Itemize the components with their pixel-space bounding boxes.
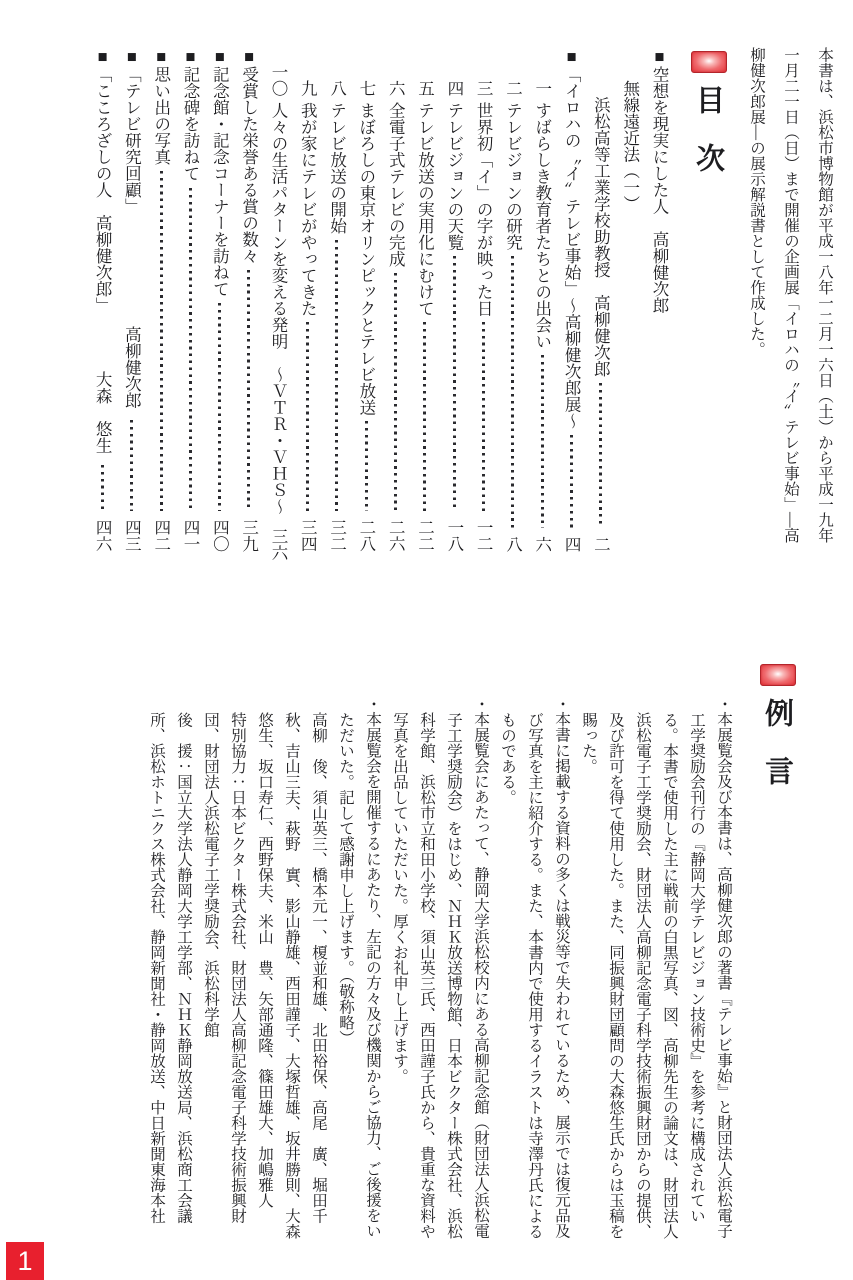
toc-item	[504, 47, 521, 552]
toc-item-page-number: 一二	[474, 519, 494, 552]
toc-item	[123, 47, 140, 552]
toc-item-title: ■「イロハの〝イ〟テレビ事始」～高柳健次郎展～	[562, 47, 582, 429]
toc-item-title: 全電子式テレビの完成	[386, 101, 406, 267]
toc-item-page-number: 一八	[444, 519, 464, 552]
toc-item-author: 大森 悠生	[93, 371, 113, 454]
toc-item-number: 三	[474, 47, 494, 97]
toc-item-title: テレビジョンの研究	[503, 101, 523, 250]
reigen-paragraph: 後 援：国立大学法人静岡大学工学部、ＮＨＫ静岡放送局、浜松商工会議所、浜松ホトニクス株式会社、静岡新聞社・静岡放送、中日新聞東海本社	[148, 711, 192, 1223]
toc-heading-block	[688, 47, 729, 552]
toc-item-number: 八	[327, 47, 347, 97]
toc-item-title: 我が家にテレビがやってきた	[298, 101, 318, 316]
toc-item-spacer	[123, 215, 140, 327]
toc-dot-leader	[482, 322, 485, 511]
toc-item	[533, 47, 550, 552]
toc-dot-leader	[453, 256, 456, 511]
toc-item	[182, 47, 199, 552]
toc-item-number: 七	[356, 47, 376, 97]
toc-item-page-number: 三九	[239, 519, 259, 552]
toc-item-page-number: 六	[532, 535, 552, 552]
toc-dot-leader	[247, 270, 250, 511]
toc-item	[446, 47, 463, 552]
toc-item-title: すばらしき教育者たちとの出会い	[532, 101, 552, 349]
toc-item-number: 五	[415, 47, 435, 97]
toc-item-page-number: 四	[562, 535, 582, 552]
toc-item	[621, 47, 638, 552]
toc-item-number: 六	[386, 47, 406, 97]
toc-item	[299, 47, 316, 552]
reigen-paragraph: ・本展覧会を開催するにあたり、左記の方々及び機関からご協力、ご後援をいただいた。記して感謝申し上げます。（敬称略）	[337, 696, 381, 1239]
toc-item	[416, 47, 433, 552]
toc-dot-leader	[218, 303, 221, 511]
reigen-paragraph: 特別協力：日本ビクター株式会社、財団法人高柳記念電子科学技術振興財団、財団法人浜松電子工学奨励会、浜松科学館	[202, 711, 246, 1223]
toc-item-title: 無線遠近法（一）	[620, 47, 640, 212]
toc-item	[94, 47, 111, 552]
toc-item	[475, 47, 492, 552]
toc-item-title: ■受賞した栄誉ある賞の数々	[239, 47, 259, 264]
table-of-contents-section	[51, 47, 841, 561]
toc-item-title: ■思い出の写真	[151, 47, 171, 165]
reigen-paragraph: 高柳 俊、須山英三、橋本元一、榎並和雄、北田裕保、高尾 廣、堀田千秋、吉山三夫、萩野 實、影山静雄、西田謹子、大塚哲雄、坂井勝則、大森悠生、坂口寿仁、西野保夫、米山 豊、矢部通隆、篠田雄大、加嶋雅人	[256, 711, 327, 1239]
toc-dot-leader	[423, 322, 426, 511]
toc-dot-leader	[570, 435, 573, 528]
toc-item-page-number: 三二	[327, 519, 347, 552]
toc-item-title: 人々の生活パターンを変える発明 ～ＶＴＲ・ＶＨＳ～	[268, 101, 288, 514]
toc-item-title: 浜松高等工業学校助教授 高柳健次郎	[591, 47, 611, 377]
toc-item-page-number: 八	[503, 535, 523, 552]
page-number-badge	[6, 1242, 44, 1280]
toc-item-number: 二	[503, 47, 523, 97]
toc-item-page-number: 二六	[386, 519, 406, 552]
toc-dot-leader	[306, 322, 309, 511]
toc-item	[651, 47, 668, 552]
red-gradient-rectangle-icon	[691, 51, 727, 73]
toc-item-page-number: 四二	[151, 519, 171, 552]
toc-item-spacer	[94, 314, 111, 372]
page-number: 1	[17, 1245, 33, 1276]
toc-dot-leader	[189, 188, 192, 512]
toc-item	[268, 47, 288, 561]
toc-item-title: テレビ放送の開始	[327, 101, 347, 234]
toc-item-title: 世界初「イ」の字が映った日	[474, 101, 494, 316]
toc-dot-leader	[541, 355, 544, 528]
toc-item-page-number: 四〇	[210, 519, 230, 552]
toc-item	[358, 47, 375, 552]
toc-item-page-number: 四一	[181, 519, 200, 552]
reigen-heading: 例 言	[761, 698, 793, 785]
toc-item-number: 一〇	[268, 47, 288, 97]
toc-item-page-number: 三六	[268, 528, 288, 561]
toc-item-page-number: 二二	[415, 519, 435, 552]
toc-item	[592, 47, 609, 552]
red-gradient-rectangle-icon	[760, 664, 796, 686]
toc-item-title: ■「テレビ研究回顧」	[122, 47, 142, 215]
toc-dot-leader	[599, 383, 602, 528]
toc-item-title: ■記念館・記念コーナーを訪ねて	[210, 47, 230, 297]
reigen-paragraph: ・本展覧会にあたって、静岡大学浜松校内にある高柳記念館（財団法人浜松電子工学奨励会）をはじめ、ＮＨＫ放送博物館、日本ビクター株式会社、浜松科学館、浜松市立和田小学校、須山英三氏、西田謹子氏から、貴重な資料や写真を出品していただいた。厚くお礼申し上げます。	[391, 696, 489, 1239]
toc-item	[328, 47, 345, 552]
toc-item-title: テレビ放送の実用化にむけて	[415, 101, 435, 316]
toc-dot-leader	[658, 320, 661, 545]
toc-dot-leader	[394, 273, 397, 512]
toc-item	[563, 47, 580, 552]
toc-dot-leader	[160, 171, 163, 511]
toc-item-number: 四	[444, 47, 464, 97]
toc-item-page-number: 四三	[122, 519, 142, 552]
reigen-heading-block	[757, 660, 798, 1245]
toc-item	[211, 47, 228, 552]
toc-dot-leader	[511, 256, 514, 528]
toc-item-title: ■「こころざしの人 高柳健次郎」	[93, 47, 113, 314]
toc-item	[387, 47, 404, 552]
explanatory-notes-section	[128, 660, 808, 1245]
toc-item-page-number: 二	[591, 535, 611, 552]
toc-item-title: テレビジョンの天覧	[444, 101, 464, 250]
toc-dot-leader	[335, 240, 338, 512]
reigen-paragraph: ・本展覧会及び本書は、高柳健次郎の著書『テレビ事始』と財団法人浜松電子工学奨励会刊行の『静岡大学テレビジョン技術史』を参考に構成されている。本書で使用した主に戦前の白黒写真、図、高柳先生の論文は、財団法人浜松電子工学奨励会、財団法人高柳記念電子科学技術振興財団からの提供、及び許可を得て使用した。また、同振興財団顧問の大森悠生氏からは玉稿を賜った。	[580, 696, 732, 1239]
toc-item-page-number: 三四	[298, 519, 318, 552]
reigen-paragraph: ・本書に掲載する資料の多くは戦災等で失われているため、展示では復元品及び写真を主に紹介する。また、本書内で使用するイラストは寺澤丹氏によるものである。	[499, 696, 570, 1239]
intro-paragraph: 本書は、浜松市博物館が平成一八年一二月一六日（土）から平成一九年一月二一日（日）まで開催の企画展「イロハの〝イ〟テレビ事始」―高柳健次郎展―の展示解説書として作成した。	[748, 47, 833, 543]
toc-item-title: ■空想を現実にした人 高柳健次郎	[650, 47, 669, 314]
toc-item-title: ■記念碑を訪ねて	[181, 47, 200, 182]
toc-dot-leader	[130, 420, 133, 511]
toc-item-title: まぼろしの東京オリンピックとテレビ放送	[356, 101, 376, 415]
toc-item	[152, 47, 169, 552]
toc-item-number: 一	[532, 47, 552, 97]
toc-item-number: 九	[298, 47, 318, 97]
toc-dot-leader	[101, 465, 104, 511]
toc-item-page-number: 二八	[356, 519, 376, 552]
toc-item-author: 高柳健次郎	[122, 326, 142, 409]
toc-heading: 目 次	[692, 85, 724, 172]
toc-item	[240, 47, 257, 552]
toc-item-page-number: 四六	[93, 519, 113, 552]
toc-dot-leader	[365, 421, 368, 511]
toc-dot-leader	[629, 218, 632, 544]
